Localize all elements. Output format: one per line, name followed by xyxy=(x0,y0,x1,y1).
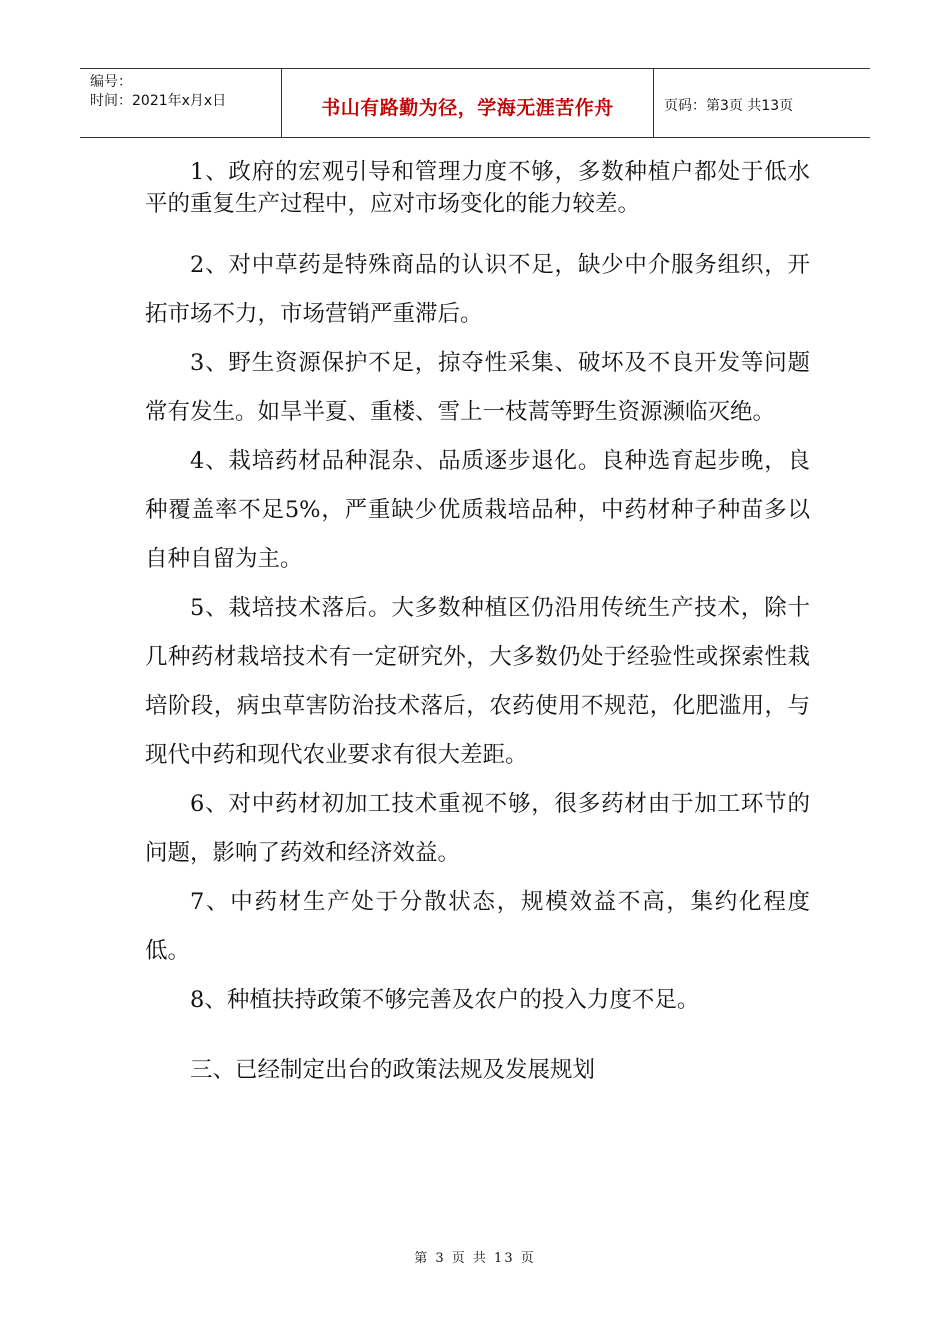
header-motto: 书山有路勤为径，学海无涯苦作舟 xyxy=(282,69,654,137)
section-heading: 三、已经制定出台的政策法规及发展规划 xyxy=(190,1057,596,1083)
paragraph-5: 5、栽培技术落后。大多数种植区仍沿用传统生产技术，除十几种药材栽培技术有一定研究外，大多数仍处于经验性或探索性栽培阶段，病虫草害防治技术落后，农药使用不规范，化肥滥用，与现代中药和现代农业要求有很大差距。 xyxy=(145,595,810,768)
paragraph-6: 6、对中药材初加工技术重视不够，很多药材由于加工环节的问题，影响了药效和经济效益。 xyxy=(145,791,810,866)
paragraph-8: 8、种植扶持政策不够完善及农户的投入力度不足。 xyxy=(190,987,700,1013)
document-header xyxy=(80,68,870,138)
document-body xyxy=(145,156,810,1095)
header-page-info: 页码：第3页 共13页 xyxy=(664,98,794,114)
time-label: 时间：2021年x月x日 xyxy=(90,93,227,109)
paragraph-3: 3、野生资源保护不足，掠夺性采集、破坏及不良开发等问题常有发生。如旱半夏、重楼、雪上一枝蒿等野生资源濒临灭绝。 xyxy=(145,350,810,425)
paragraph-2: 2、对中草药是特殊商品的认识不足，缺少中介服务组织，开拓市场不力，市场营销严重滞后。 xyxy=(145,252,810,327)
paragraph-7: 7、中药材生产处于分散状态，规模效益不高，集约化程度低。 xyxy=(145,889,810,964)
paragraph-1: 1、政府的宏观引导和管理力度不够，多数种植户都处于低水平的重复生产过程中，应对市场变化的能力较差。 xyxy=(145,159,810,217)
header-meta-cell xyxy=(80,69,282,137)
serial-label: 编号： xyxy=(90,74,132,90)
page-footer: 第 3 页 共 13 页 xyxy=(414,1251,536,1266)
paragraph-4: 4、栽培药材品种混杂、品质逐步退化。良种选育起步晚，良种覆盖率不足5%，严重缺少优质栽培品种，中药材种子种苗多以自种自留为主。 xyxy=(145,448,810,572)
